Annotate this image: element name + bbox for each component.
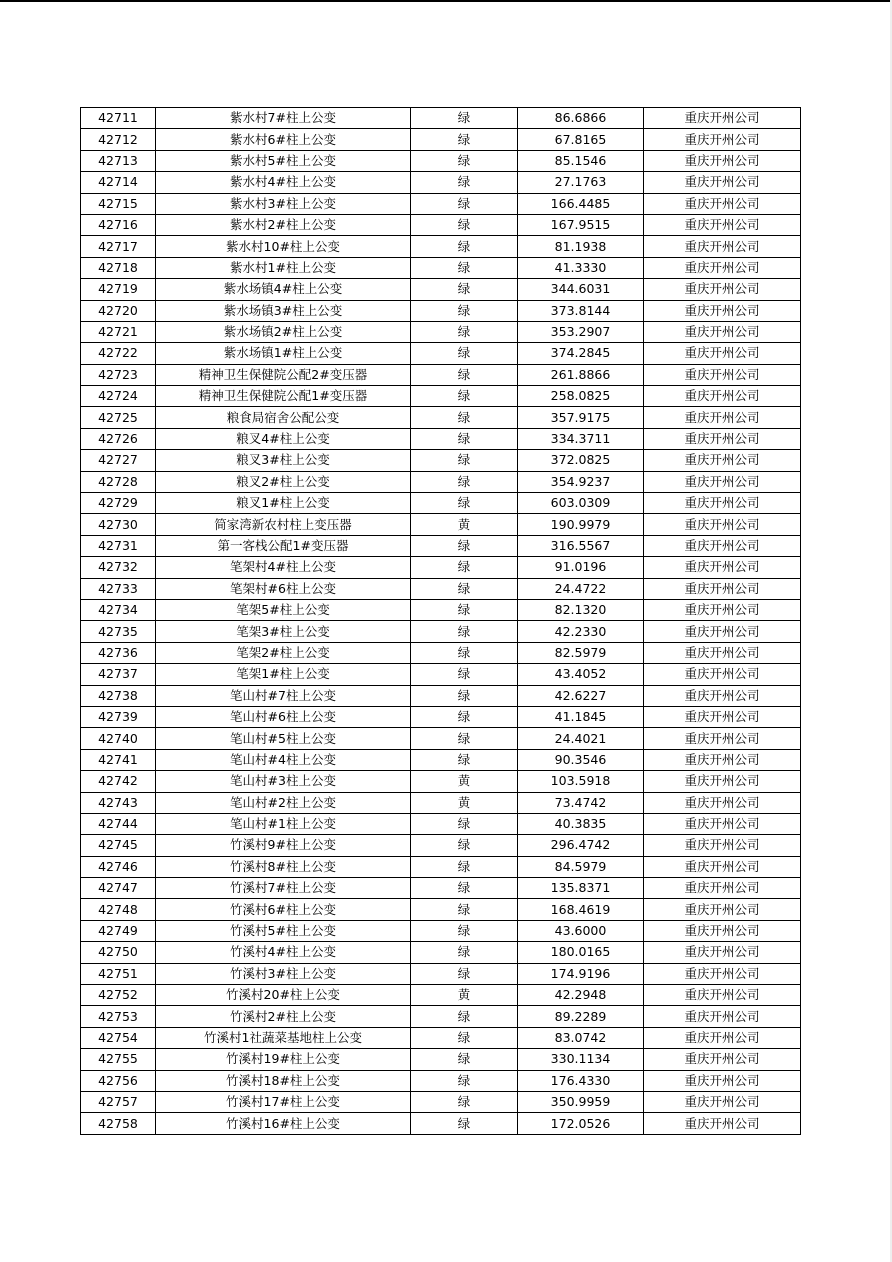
- table-row: [81, 450, 801, 471]
- cell-id: 42722: [81, 343, 156, 364]
- cell-value: 180.0165: [518, 942, 644, 963]
- table-row: [81, 1027, 801, 1048]
- cell-value: 24.4021: [518, 728, 644, 749]
- cell-company: 重庆开州公司: [644, 599, 801, 620]
- cell-name: 粮叉2#柱上公变: [156, 471, 411, 492]
- cell-status: 绿: [411, 300, 518, 321]
- cell-value: 357.9175: [518, 407, 644, 428]
- cell-id: 42727: [81, 450, 156, 471]
- cell-id: 42758: [81, 1113, 156, 1134]
- table-row: [81, 813, 801, 834]
- cell-name: 笔山村#5柱上公变: [156, 728, 411, 749]
- cell-name: 竹溪村4#柱上公变: [156, 942, 411, 963]
- cell-name: 紫水村6#柱上公变: [156, 129, 411, 150]
- table-row: [81, 942, 801, 963]
- cell-company: 重庆开州公司: [644, 172, 801, 193]
- cell-status: 黄: [411, 792, 518, 813]
- table-row: [81, 1091, 801, 1112]
- cell-status: 绿: [411, 428, 518, 449]
- cell-status: 绿: [411, 878, 518, 899]
- cell-status: 绿: [411, 706, 518, 727]
- cell-name: 紫水场镇3#柱上公变: [156, 300, 411, 321]
- table-row: [81, 279, 801, 300]
- cell-name: 笔山村#1柱上公变: [156, 813, 411, 834]
- table-row: [81, 514, 801, 535]
- cell-id: 42719: [81, 279, 156, 300]
- cell-name: 紫水村5#柱上公变: [156, 150, 411, 171]
- table-row: [81, 685, 801, 706]
- cell-name: 第一客栈公配1#变压器: [156, 535, 411, 556]
- cell-name: 竹溪村5#柱上公变: [156, 920, 411, 941]
- cell-value: 82.1320: [518, 599, 644, 620]
- table-row: [81, 878, 801, 899]
- cell-name: 紫水村2#柱上公变: [156, 214, 411, 235]
- table-row: [81, 1006, 801, 1027]
- cell-id: 42740: [81, 728, 156, 749]
- cell-value: 42.2330: [518, 621, 644, 642]
- cell-value: 372.0825: [518, 450, 644, 471]
- cell-value: 42.6227: [518, 685, 644, 706]
- cell-id: 42715: [81, 193, 156, 214]
- table-row: [81, 1113, 801, 1134]
- table-row: [81, 856, 801, 877]
- cell-company: 重庆开州公司: [644, 364, 801, 385]
- cell-status: 绿: [411, 835, 518, 856]
- cell-value: 84.5979: [518, 856, 644, 877]
- cell-value: 166.4485: [518, 193, 644, 214]
- cell-status: 绿: [411, 471, 518, 492]
- cell-company: 重庆开州公司: [644, 920, 801, 941]
- cell-name: 笔架2#柱上公变: [156, 642, 411, 663]
- cell-id: 42714: [81, 172, 156, 193]
- table-row: [81, 557, 801, 578]
- cell-id: 42731: [81, 535, 156, 556]
- cell-id: 42733: [81, 578, 156, 599]
- cell-status: 绿: [411, 856, 518, 877]
- cell-id: 42743: [81, 792, 156, 813]
- cell-name: 粮叉3#柱上公变: [156, 450, 411, 471]
- table-row: [81, 899, 801, 920]
- cell-value: 90.3546: [518, 749, 644, 770]
- cell-value: 258.0825: [518, 386, 644, 407]
- cell-name: 竹溪村9#柱上公变: [156, 835, 411, 856]
- cell-name: 紫水场镇4#柱上公变: [156, 279, 411, 300]
- cell-id: 42750: [81, 942, 156, 963]
- cell-status: 绿: [411, 108, 518, 129]
- cell-status: 绿: [411, 813, 518, 834]
- cell-name: 紫水村4#柱上公变: [156, 172, 411, 193]
- cell-id: 42728: [81, 471, 156, 492]
- page-top-border: [0, 0, 892, 2]
- cell-id: 42742: [81, 771, 156, 792]
- cell-company: 重庆开州公司: [644, 535, 801, 556]
- cell-id: 42711: [81, 108, 156, 129]
- cell-name: 笔山村#6柱上公变: [156, 706, 411, 727]
- cell-status: 绿: [411, 920, 518, 941]
- cell-status: 绿: [411, 150, 518, 171]
- cell-id: 42736: [81, 642, 156, 663]
- cell-value: 42.2948: [518, 985, 644, 1006]
- table-row: [81, 749, 801, 770]
- cell-name: 竹溪村16#柱上公变: [156, 1113, 411, 1134]
- table-row: [81, 129, 801, 150]
- cell-status: 绿: [411, 321, 518, 342]
- table-row: [81, 920, 801, 941]
- cell-name: 精神卫生保健院公配2#变压器: [156, 364, 411, 385]
- cell-company: 重庆开州公司: [644, 578, 801, 599]
- cell-id: 42741: [81, 749, 156, 770]
- table-row: [81, 599, 801, 620]
- cell-status: 绿: [411, 450, 518, 471]
- table-row: [81, 621, 801, 642]
- cell-company: 重庆开州公司: [644, 792, 801, 813]
- cell-id: 42713: [81, 150, 156, 171]
- cell-id: 42745: [81, 835, 156, 856]
- cell-name: 紫水村1#柱上公变: [156, 257, 411, 278]
- cell-status: 绿: [411, 942, 518, 963]
- cell-company: 重庆开州公司: [644, 1006, 801, 1027]
- cell-value: 27.1763: [518, 172, 644, 193]
- table-row: [81, 728, 801, 749]
- cell-value: 81.1938: [518, 236, 644, 257]
- cell-status: 绿: [411, 535, 518, 556]
- cell-company: 重庆开州公司: [644, 300, 801, 321]
- cell-id: 42730: [81, 514, 156, 535]
- cell-company: 重庆开州公司: [644, 878, 801, 899]
- cell-name: 竹溪村2#柱上公变: [156, 1006, 411, 1027]
- cell-value: 41.1845: [518, 706, 644, 727]
- cell-value: 603.0309: [518, 493, 644, 514]
- cell-company: 重庆开州公司: [644, 321, 801, 342]
- table-row: [81, 771, 801, 792]
- cell-status: 绿: [411, 364, 518, 385]
- cell-name: 粮叉1#柱上公变: [156, 493, 411, 514]
- cell-id: 42732: [81, 557, 156, 578]
- cell-value: 174.9196: [518, 963, 644, 984]
- cell-company: 重庆开州公司: [644, 963, 801, 984]
- table-body: [81, 108, 801, 1135]
- cell-value: 43.4052: [518, 664, 644, 685]
- cell-status: 绿: [411, 728, 518, 749]
- table-row: [81, 535, 801, 556]
- cell-company: 重庆开州公司: [644, 214, 801, 235]
- cell-status: 绿: [411, 749, 518, 770]
- table-row: [81, 407, 801, 428]
- cell-company: 重庆开州公司: [644, 1070, 801, 1091]
- cell-status: 绿: [411, 578, 518, 599]
- cell-value: 354.9237: [518, 471, 644, 492]
- cell-company: 重庆开州公司: [644, 835, 801, 856]
- cell-company: 重庆开州公司: [644, 428, 801, 449]
- cell-name: 竹溪村17#柱上公变: [156, 1091, 411, 1112]
- cell-id: 42754: [81, 1027, 156, 1048]
- cell-status: 绿: [411, 685, 518, 706]
- cell-name: 竹溪村6#柱上公变: [156, 899, 411, 920]
- cell-company: 重庆开州公司: [644, 386, 801, 407]
- cell-id: 42725: [81, 407, 156, 428]
- cell-company: 重庆开州公司: [644, 899, 801, 920]
- cell-id: 42724: [81, 386, 156, 407]
- cell-status: 绿: [411, 1027, 518, 1048]
- cell-name: 竹溪村19#柱上公变: [156, 1049, 411, 1070]
- cell-company: 重庆开州公司: [644, 771, 801, 792]
- cell-name: 竹溪村1社蔬菜基地柱上公变: [156, 1027, 411, 1048]
- table-row: [81, 493, 801, 514]
- cell-company: 重庆开州公司: [644, 1049, 801, 1070]
- cell-status: 黄: [411, 771, 518, 792]
- cell-name: 紫水村3#柱上公变: [156, 193, 411, 214]
- cell-status: 绿: [411, 407, 518, 428]
- cell-status: 绿: [411, 963, 518, 984]
- cell-name: 竹溪村18#柱上公变: [156, 1070, 411, 1091]
- cell-company: 重庆开州公司: [644, 450, 801, 471]
- cell-id: 42712: [81, 129, 156, 150]
- cell-name: 笔架村#6柱上公变: [156, 578, 411, 599]
- cell-status: 绿: [411, 1049, 518, 1070]
- table-row: [81, 471, 801, 492]
- cell-value: 167.9515: [518, 214, 644, 235]
- cell-value: 330.1134: [518, 1049, 644, 1070]
- cell-id: 42744: [81, 813, 156, 834]
- cell-value: 86.6866: [518, 108, 644, 129]
- cell-status: 绿: [411, 642, 518, 663]
- cell-id: 42721: [81, 321, 156, 342]
- table-row: [81, 985, 801, 1006]
- cell-status: 绿: [411, 599, 518, 620]
- cell-value: 24.4722: [518, 578, 644, 599]
- cell-status: 绿: [411, 172, 518, 193]
- cell-id: 42720: [81, 300, 156, 321]
- cell-company: 重庆开州公司: [644, 471, 801, 492]
- cell-name: 笔架1#柱上公变: [156, 664, 411, 685]
- cell-status: 绿: [411, 664, 518, 685]
- cell-status: 绿: [411, 193, 518, 214]
- table-row: [81, 386, 801, 407]
- cell-id: 42739: [81, 706, 156, 727]
- table-row: [81, 792, 801, 813]
- cell-name: 紫水场镇2#柱上公变: [156, 321, 411, 342]
- cell-value: 373.8144: [518, 300, 644, 321]
- cell-name: 竹溪村7#柱上公变: [156, 878, 411, 899]
- cell-value: 73.4742: [518, 792, 644, 813]
- cell-name: 紫水村10#柱上公变: [156, 236, 411, 257]
- cell-id: 42718: [81, 257, 156, 278]
- table-row: [81, 1070, 801, 1091]
- cell-status: 黄: [411, 985, 518, 1006]
- cell-company: 重庆开州公司: [644, 621, 801, 642]
- cell-value: 190.9979: [518, 514, 644, 535]
- cell-id: 42748: [81, 899, 156, 920]
- table-row: [81, 664, 801, 685]
- cell-value: 168.4619: [518, 899, 644, 920]
- cell-name: 笔架3#柱上公变: [156, 621, 411, 642]
- cell-status: 绿: [411, 557, 518, 578]
- cell-company: 重庆开州公司: [644, 557, 801, 578]
- cell-name: 笔山村#2柱上公变: [156, 792, 411, 813]
- cell-value: 172.0526: [518, 1113, 644, 1134]
- table-row: [81, 835, 801, 856]
- cell-id: 42746: [81, 856, 156, 877]
- cell-company: 重庆开州公司: [644, 728, 801, 749]
- cell-status: 绿: [411, 279, 518, 300]
- cell-company: 重庆开州公司: [644, 193, 801, 214]
- cell-status: 绿: [411, 1091, 518, 1112]
- cell-name: 粮叉4#柱上公变: [156, 428, 411, 449]
- cell-status: 绿: [411, 236, 518, 257]
- cell-company: 重庆开州公司: [644, 129, 801, 150]
- cell-name: 竹溪村3#柱上公变: [156, 963, 411, 984]
- table-row: [81, 1049, 801, 1070]
- table-row: [81, 364, 801, 385]
- cell-id: 42755: [81, 1049, 156, 1070]
- cell-value: 296.4742: [518, 835, 644, 856]
- cell-value: 135.8371: [518, 878, 644, 899]
- cell-name: 笔架村4#柱上公变: [156, 557, 411, 578]
- cell-name: 笔架5#柱上公变: [156, 599, 411, 620]
- cell-status: 绿: [411, 899, 518, 920]
- cell-company: 重庆开州公司: [644, 985, 801, 1006]
- cell-id: 42735: [81, 621, 156, 642]
- cell-company: 重庆开州公司: [644, 150, 801, 171]
- cell-value: 85.1546: [518, 150, 644, 171]
- cell-id: 42737: [81, 664, 156, 685]
- cell-status: 绿: [411, 343, 518, 364]
- cell-name: 笔山村#7柱上公变: [156, 685, 411, 706]
- cell-name: 简家湾新农村柱上变压器: [156, 514, 411, 535]
- cell-company: 重庆开州公司: [644, 257, 801, 278]
- transformer-table: [80, 107, 801, 1135]
- cell-id: 42734: [81, 599, 156, 620]
- cell-value: 40.3835: [518, 813, 644, 834]
- cell-id: 42752: [81, 985, 156, 1006]
- cell-company: 重庆开州公司: [644, 664, 801, 685]
- cell-id: 42738: [81, 685, 156, 706]
- cell-id: 42757: [81, 1091, 156, 1112]
- cell-company: 重庆开州公司: [644, 706, 801, 727]
- table-row: [81, 108, 801, 129]
- cell-id: 42726: [81, 428, 156, 449]
- cell-value: 344.6031: [518, 279, 644, 300]
- cell-name: 竹溪村8#柱上公变: [156, 856, 411, 877]
- cell-status: 绿: [411, 1006, 518, 1027]
- table-row: [81, 193, 801, 214]
- cell-value: 43.6000: [518, 920, 644, 941]
- cell-id: 42716: [81, 214, 156, 235]
- cell-name: 竹溪村20#柱上公变: [156, 985, 411, 1006]
- cell-value: 41.3330: [518, 257, 644, 278]
- cell-id: 42751: [81, 963, 156, 984]
- table-row: [81, 706, 801, 727]
- cell-name: 紫水场镇1#柱上公变: [156, 343, 411, 364]
- table-row: [81, 236, 801, 257]
- cell-company: 重庆开州公司: [644, 642, 801, 663]
- cell-status: 绿: [411, 386, 518, 407]
- table-row: [81, 150, 801, 171]
- table-row: [81, 214, 801, 235]
- cell-value: 374.2845: [518, 343, 644, 364]
- cell-value: 261.8866: [518, 364, 644, 385]
- table-row: [81, 642, 801, 663]
- cell-status: 绿: [411, 1070, 518, 1091]
- cell-name: 粮食局宿舍公配公变: [156, 407, 411, 428]
- cell-company: 重庆开州公司: [644, 108, 801, 129]
- cell-status: 绿: [411, 257, 518, 278]
- cell-status: 绿: [411, 493, 518, 514]
- table-row: [81, 578, 801, 599]
- cell-value: 82.5979: [518, 642, 644, 663]
- cell-id: 42747: [81, 878, 156, 899]
- cell-status: 绿: [411, 1113, 518, 1134]
- cell-value: 103.5918: [518, 771, 644, 792]
- cell-status: 黄: [411, 514, 518, 535]
- cell-id: 42749: [81, 920, 156, 941]
- cell-company: 重庆开州公司: [644, 685, 801, 706]
- cell-value: 91.0196: [518, 557, 644, 578]
- cell-company: 重庆开州公司: [644, 1113, 801, 1134]
- cell-company: 重庆开州公司: [644, 856, 801, 877]
- cell-value: 334.3711: [518, 428, 644, 449]
- cell-company: 重庆开州公司: [644, 236, 801, 257]
- cell-value: 89.2289: [518, 1006, 644, 1027]
- cell-name: 紫水村7#柱上公变: [156, 108, 411, 129]
- cell-company: 重庆开州公司: [644, 407, 801, 428]
- table-row: [81, 321, 801, 342]
- cell-id: 42729: [81, 493, 156, 514]
- table-row: [81, 300, 801, 321]
- cell-id: 42753: [81, 1006, 156, 1027]
- cell-value: 316.5567: [518, 535, 644, 556]
- cell-value: 83.0742: [518, 1027, 644, 1048]
- cell-status: 绿: [411, 214, 518, 235]
- table-row: [81, 257, 801, 278]
- cell-value: 67.8165: [518, 129, 644, 150]
- cell-id: 42756: [81, 1070, 156, 1091]
- cell-status: 绿: [411, 621, 518, 642]
- cell-name: 笔山村#3柱上公变: [156, 771, 411, 792]
- table-row: [81, 343, 801, 364]
- cell-company: 重庆开州公司: [644, 1091, 801, 1112]
- cell-value: 350.9959: [518, 1091, 644, 1112]
- cell-company: 重庆开州公司: [644, 279, 801, 300]
- cell-id: 42723: [81, 364, 156, 385]
- cell-name: 笔山村#4柱上公变: [156, 749, 411, 770]
- cell-company: 重庆开州公司: [644, 493, 801, 514]
- cell-company: 重庆开州公司: [644, 343, 801, 364]
- cell-id: 42717: [81, 236, 156, 257]
- cell-name: 精神卫生保健院公配1#变压器: [156, 386, 411, 407]
- cell-value: 176.4330: [518, 1070, 644, 1091]
- cell-company: 重庆开州公司: [644, 749, 801, 770]
- cell-company: 重庆开州公司: [644, 514, 801, 535]
- cell-company: 重庆开州公司: [644, 1027, 801, 1048]
- table-row: [81, 963, 801, 984]
- table-row: [81, 428, 801, 449]
- cell-value: 353.2907: [518, 321, 644, 342]
- cell-company: 重庆开州公司: [644, 942, 801, 963]
- cell-company: 重庆开州公司: [644, 813, 801, 834]
- table-row: [81, 172, 801, 193]
- cell-status: 绿: [411, 129, 518, 150]
